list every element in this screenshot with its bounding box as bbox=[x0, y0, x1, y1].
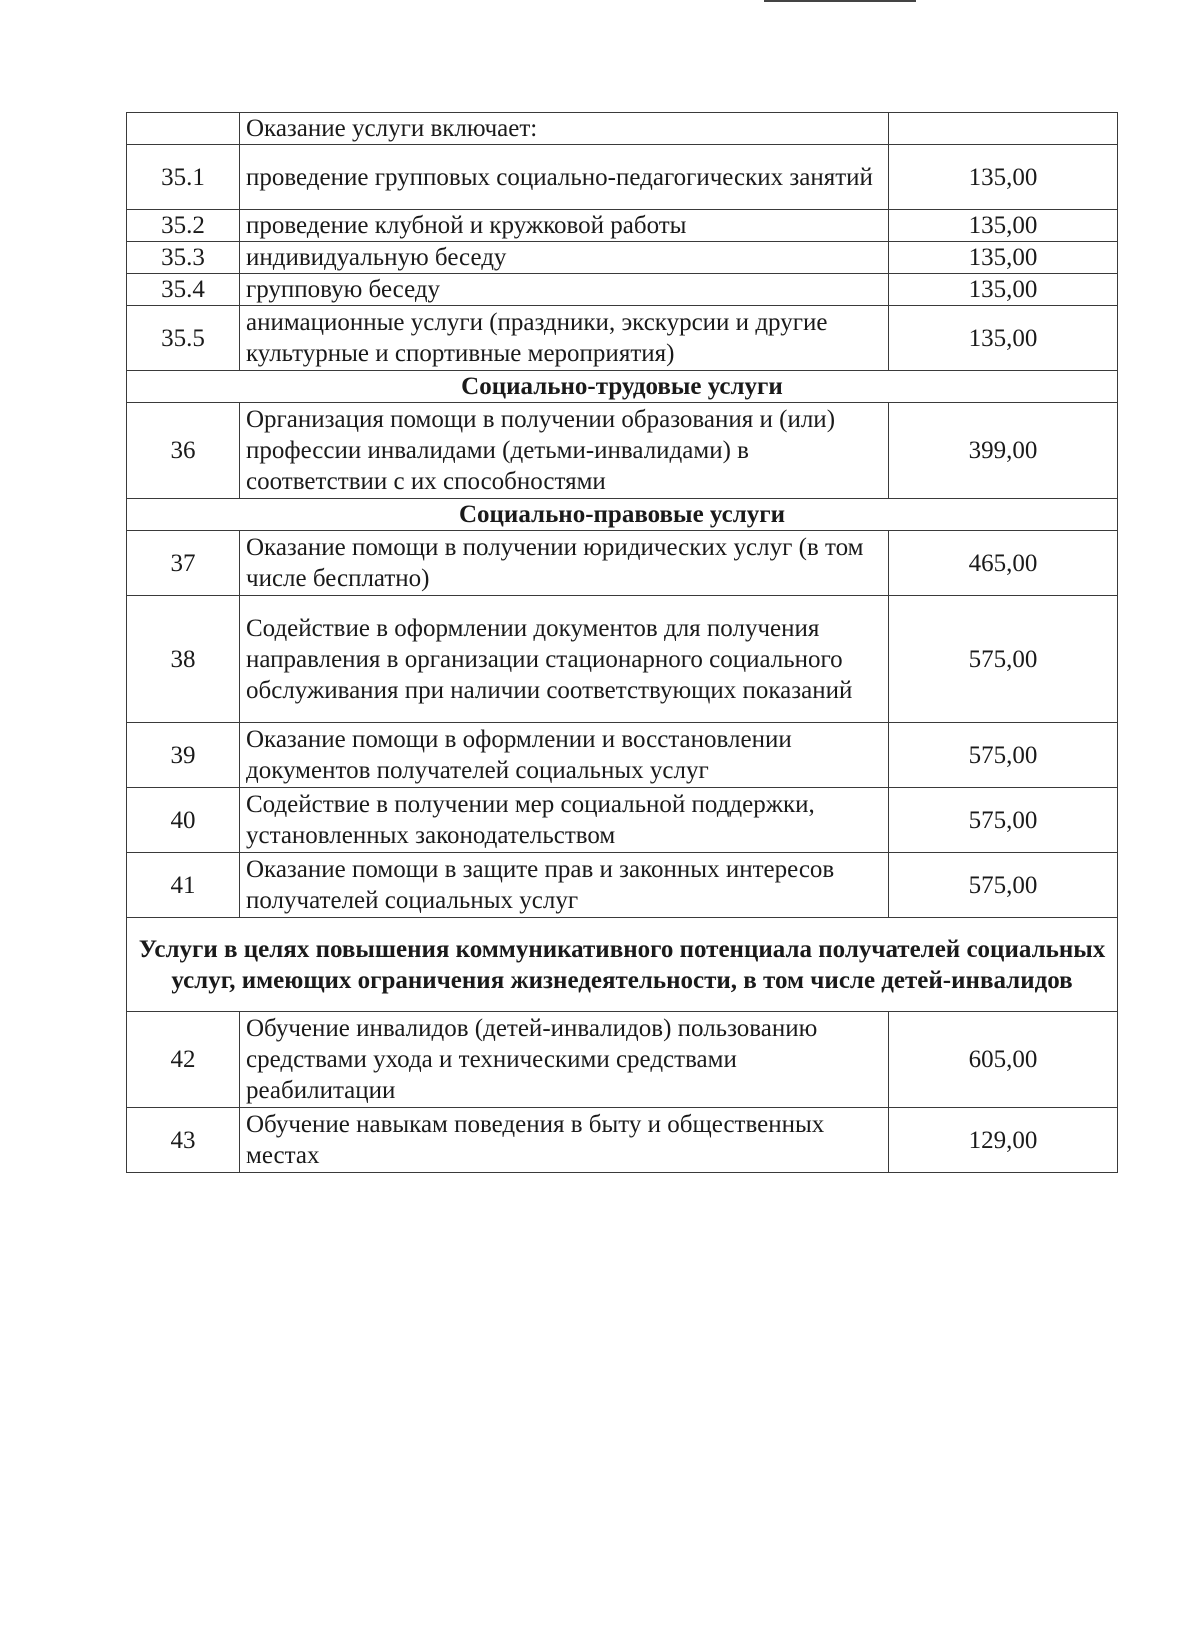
row-number-cell: 37 bbox=[127, 531, 240, 596]
section-header-row bbox=[127, 499, 1118, 531]
row-number-cell: 39 bbox=[127, 723, 240, 788]
row-price-cell: 575,00 bbox=[889, 853, 1118, 918]
row-number-cell: 41 bbox=[127, 853, 240, 918]
row-description-cell: Оказание помощи в защите прав и законных интересов получателей социальных услуг bbox=[240, 853, 889, 918]
row-description-cell: Организация помощи в получении образования и (или) профессии инвалидами (детьми-инвалидами) в соответствии с их способностями bbox=[240, 403, 889, 499]
row-description-cell: Оказание услуги включает: bbox=[240, 113, 889, 145]
row-price-cell: 465,00 bbox=[889, 531, 1118, 596]
section-title-communication: Услуги в целях повышения коммуникативного потенциала получателей социальных услуг, имеющих ограничения жизнедеятельности, в том числе детей-инвалидов bbox=[127, 918, 1118, 1012]
table-row bbox=[127, 853, 1118, 918]
row-description-cell: групповую беседу bbox=[240, 274, 889, 306]
row-price-cell: 135,00 bbox=[889, 145, 1118, 210]
table-row bbox=[127, 145, 1118, 210]
row-price-cell: 135,00 bbox=[889, 242, 1118, 274]
table-row bbox=[127, 1108, 1118, 1173]
table-row bbox=[127, 403, 1118, 499]
tariff-table bbox=[126, 112, 1118, 1173]
table-row bbox=[127, 274, 1118, 306]
table-row bbox=[127, 306, 1118, 371]
section-header-row bbox=[127, 371, 1118, 403]
row-price-cell: 135,00 bbox=[889, 306, 1118, 371]
table-row bbox=[127, 788, 1118, 853]
table-row bbox=[127, 113, 1118, 145]
row-number-cell: 35.3 bbox=[127, 242, 240, 274]
row-number-cell: 38 bbox=[127, 596, 240, 723]
row-description-cell: проведение групповых социально-педагогических занятий bbox=[240, 145, 889, 210]
table-row bbox=[127, 723, 1118, 788]
table-row bbox=[127, 210, 1118, 242]
table-row bbox=[127, 1012, 1118, 1108]
row-price-cell: 129,00 bbox=[889, 1108, 1118, 1173]
row-price-cell: 135,00 bbox=[889, 274, 1118, 306]
row-price-cell: 575,00 bbox=[889, 723, 1118, 788]
row-number-cell: 35.5 bbox=[127, 306, 240, 371]
row-number-cell: 35.1 bbox=[127, 145, 240, 210]
section-title-legal: Социально-правовые услуги bbox=[127, 499, 1118, 531]
row-description-cell: проведение клубной и кружковой работы bbox=[240, 210, 889, 242]
row-number-cell: 43 bbox=[127, 1108, 240, 1173]
row-number-cell: 42 bbox=[127, 1012, 240, 1108]
row-description-cell: Обучение инвалидов (детей-инвалидов) пользованию средствами ухода и техническими средствами реабилитации bbox=[240, 1012, 889, 1108]
row-description-cell: Содействие в получении мер социальной поддержки, установленных законодательством bbox=[240, 788, 889, 853]
table-row bbox=[127, 242, 1118, 274]
scan-edge-mark bbox=[764, 0, 916, 2]
row-description-cell: Содействие в оформлении документов для получения направления в организации стационарного социального обслуживания при наличии соответствующих показаний bbox=[240, 596, 889, 723]
row-number-cell: 36 bbox=[127, 403, 240, 499]
table-row bbox=[127, 596, 1118, 723]
row-number-cell: 35.2 bbox=[127, 210, 240, 242]
row-price-cell: 575,00 bbox=[889, 596, 1118, 723]
table-row bbox=[127, 531, 1118, 596]
row-number-cell: 40 bbox=[127, 788, 240, 853]
row-description-cell: Оказание помощи в получении юридических услуг (в том числе бесплатно) bbox=[240, 531, 889, 596]
row-price-cell: 575,00 bbox=[889, 788, 1118, 853]
row-description-cell: индивидуальную беседу bbox=[240, 242, 889, 274]
section-header-row bbox=[127, 918, 1118, 1012]
row-price-cell: 399,00 bbox=[889, 403, 1118, 499]
section-title-labor: Социально-трудовые услуги bbox=[127, 371, 1118, 403]
row-price-cell: 605,00 bbox=[889, 1012, 1118, 1108]
row-price-cell bbox=[889, 113, 1118, 145]
row-number-cell: 35.4 bbox=[127, 274, 240, 306]
row-price-cell: 135,00 bbox=[889, 210, 1118, 242]
row-description-cell: Оказание помощи в оформлении и восстановлении документов получателей социальных услуг bbox=[240, 723, 889, 788]
row-number-cell bbox=[127, 113, 240, 145]
row-description-cell: Обучение навыкам поведения в быту и общественных местах bbox=[240, 1108, 889, 1173]
row-description-cell: анимационные услуги (праздники, экскурсии и другие культурные и спортивные мероприятия) bbox=[240, 306, 889, 371]
